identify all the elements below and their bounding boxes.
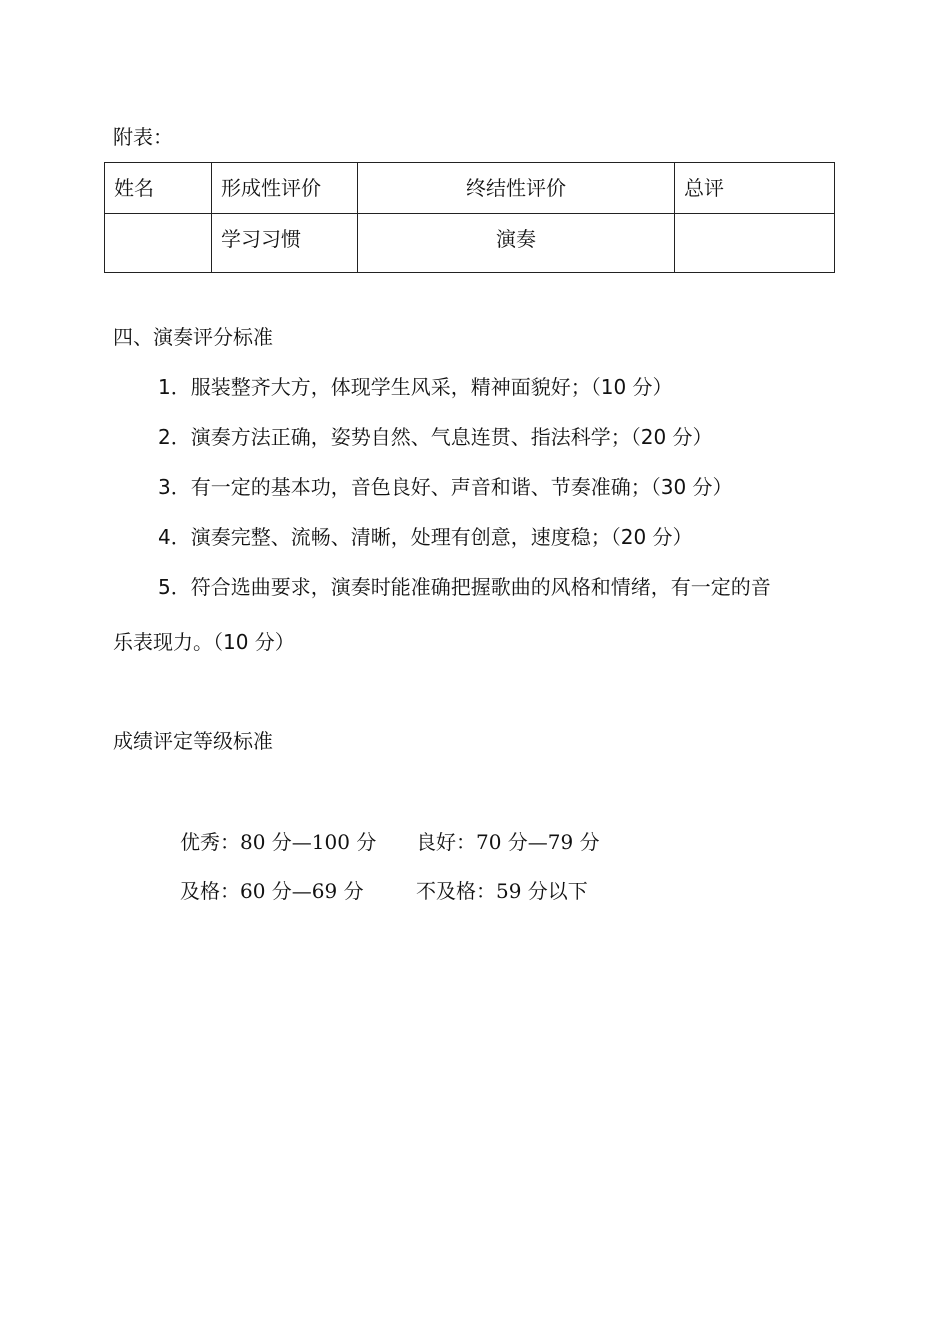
cell-performance: 演奏 bbox=[358, 214, 675, 273]
header-cell-formative: 形成性评价 bbox=[212, 163, 358, 214]
header-cell-overall: 总评 bbox=[675, 163, 835, 214]
cell-name-empty bbox=[105, 214, 212, 273]
grade-excellent: 优秀：80 分—100 分 bbox=[180, 830, 377, 854]
grade-fail: 不及格：59 分以下 bbox=[416, 879, 588, 903]
section-title: 四、演奏评分标准 bbox=[113, 325, 273, 349]
criterion-item: 5．符合选曲要求，演奏时能准确把握歌曲的风格和情绪，有一定的音 bbox=[158, 575, 771, 599]
table-row bbox=[105, 214, 835, 273]
header-cell-name: 姓名 bbox=[105, 163, 212, 214]
criterion-item: 1．服装整齐大方，体现学生风采，精神面貌好；（10 分） bbox=[158, 375, 673, 399]
grade-standard-title: 成绩评定等级标准 bbox=[113, 729, 273, 753]
cell-overall-empty bbox=[675, 214, 835, 273]
criterion-item: 4．演奏完整、流畅、清晰，处理有创意，速度稳；（20 分） bbox=[158, 525, 693, 549]
criterion-continuation: 乐表现力。（10 分） bbox=[113, 630, 295, 654]
grade-good: 良好：70 分—79 分 bbox=[416, 830, 600, 854]
header-cell-summative: 终结性评价 bbox=[358, 163, 675, 214]
appendix-label: 附表： bbox=[113, 125, 173, 149]
grade-pass: 及格：60 分—69 分 bbox=[180, 879, 364, 903]
cell-study-habits: 学习习惯 bbox=[212, 214, 358, 273]
table-header-row bbox=[105, 163, 835, 214]
evaluation-table bbox=[104, 162, 835, 273]
criterion-item: 3．有一定的基本功，音色良好、声音和谐、节奏准确；（30 分） bbox=[158, 475, 733, 499]
criterion-item: 2．演奏方法正确，姿势自然、气息连贯、指法科学；（20 分） bbox=[158, 425, 713, 449]
